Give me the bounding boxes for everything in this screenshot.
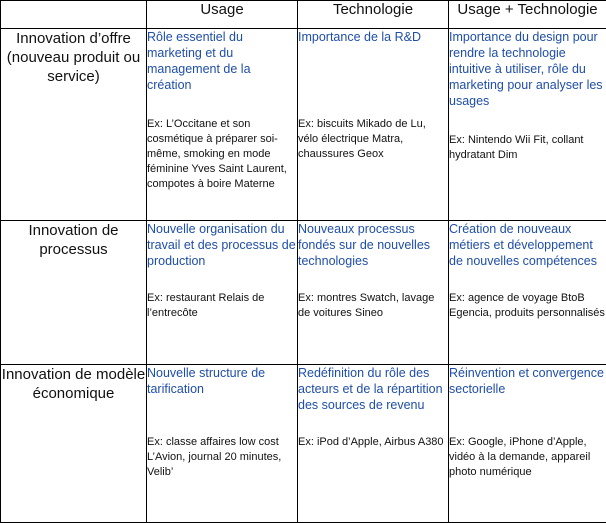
table-cell	[298, 365, 449, 523]
table-cell	[449, 29, 606, 221]
header-row	[1, 1, 606, 29]
row-header-modele-economique: Innovation de modèle économique	[1, 365, 147, 523]
cell-example: Ex: classe affaires low cost L’Avion, journal 20 minutes, Velib’	[147, 435, 297, 480]
cell-example: Ex: agence de voyage BtoB Egencia, produits personnalisés	[449, 291, 606, 321]
row-header-offre: Innovation d’offre (nouveau produit ou service)	[1, 29, 147, 221]
column-header-technologie: Technologie	[298, 1, 449, 29]
cell-example: Ex: iPod d’Apple, Airbus A380	[298, 435, 448, 450]
cell-example: Ex: Google, iPhone d’Apple, vidéo à la demande, appareil photo numérique	[449, 435, 606, 480]
table-cell	[298, 221, 449, 365]
table-cell	[449, 221, 606, 365]
cell-example: Ex: montres Swatch, lavage de voitures Sineo	[298, 291, 448, 321]
table-cell	[147, 29, 298, 221]
cell-example: Ex: Nintendo Wii Fit, collant hydratant Dim	[449, 133, 606, 163]
column-header-usage: Usage	[147, 1, 298, 29]
column-header-usage-technologie: Usage + Technologie	[449, 1, 606, 29]
cell-title: Nouvelle structure de tarification	[147, 365, 297, 421]
cell-title: Création de nouveaux métiers et développement de nouvelles compétences	[449, 221, 606, 277]
cell-example: Ex: restaurant Relais de l’entrecôte	[147, 291, 297, 321]
cell-title: Réinvention et convergence sectorielle	[449, 365, 606, 421]
table-row	[1, 221, 606, 365]
cell-example: Ex: L’Occitane et son cosmétique à préparer soi-même, smoking en mode féminine Yves Saint Laurent, compotes à boire Materne	[147, 117, 297, 192]
corner-cell	[1, 1, 147, 29]
cell-title: Rôle essentiel du marketing et du management de la création	[147, 29, 297, 93]
table-row	[1, 29, 606, 221]
cell-title: Importance du design pour rendre la technologie intuitive à utiliser, rôle du marketing pour analyser les usages	[449, 29, 606, 109]
table-cell	[298, 29, 449, 221]
table-cell	[147, 365, 298, 523]
cell-title: Redéfinition du rôle des acteurs et de la répartition des sources de revenu	[298, 365, 448, 421]
table-row	[1, 365, 606, 523]
cell-title: Nouveaux processus fondés sur de nouvelles technologies	[298, 221, 448, 277]
cell-title: Importance de la R&D	[298, 29, 448, 93]
cell-example: Ex: biscuits Mikado de Lu, vélo électrique Matra, chaussures Geox	[298, 117, 448, 162]
table-cell	[147, 221, 298, 365]
table-cell	[449, 365, 606, 523]
row-header-processus: Innovation de processus	[1, 221, 147, 365]
cell-title: Nouvelle organisation du travail et des processus de production	[147, 221, 297, 277]
